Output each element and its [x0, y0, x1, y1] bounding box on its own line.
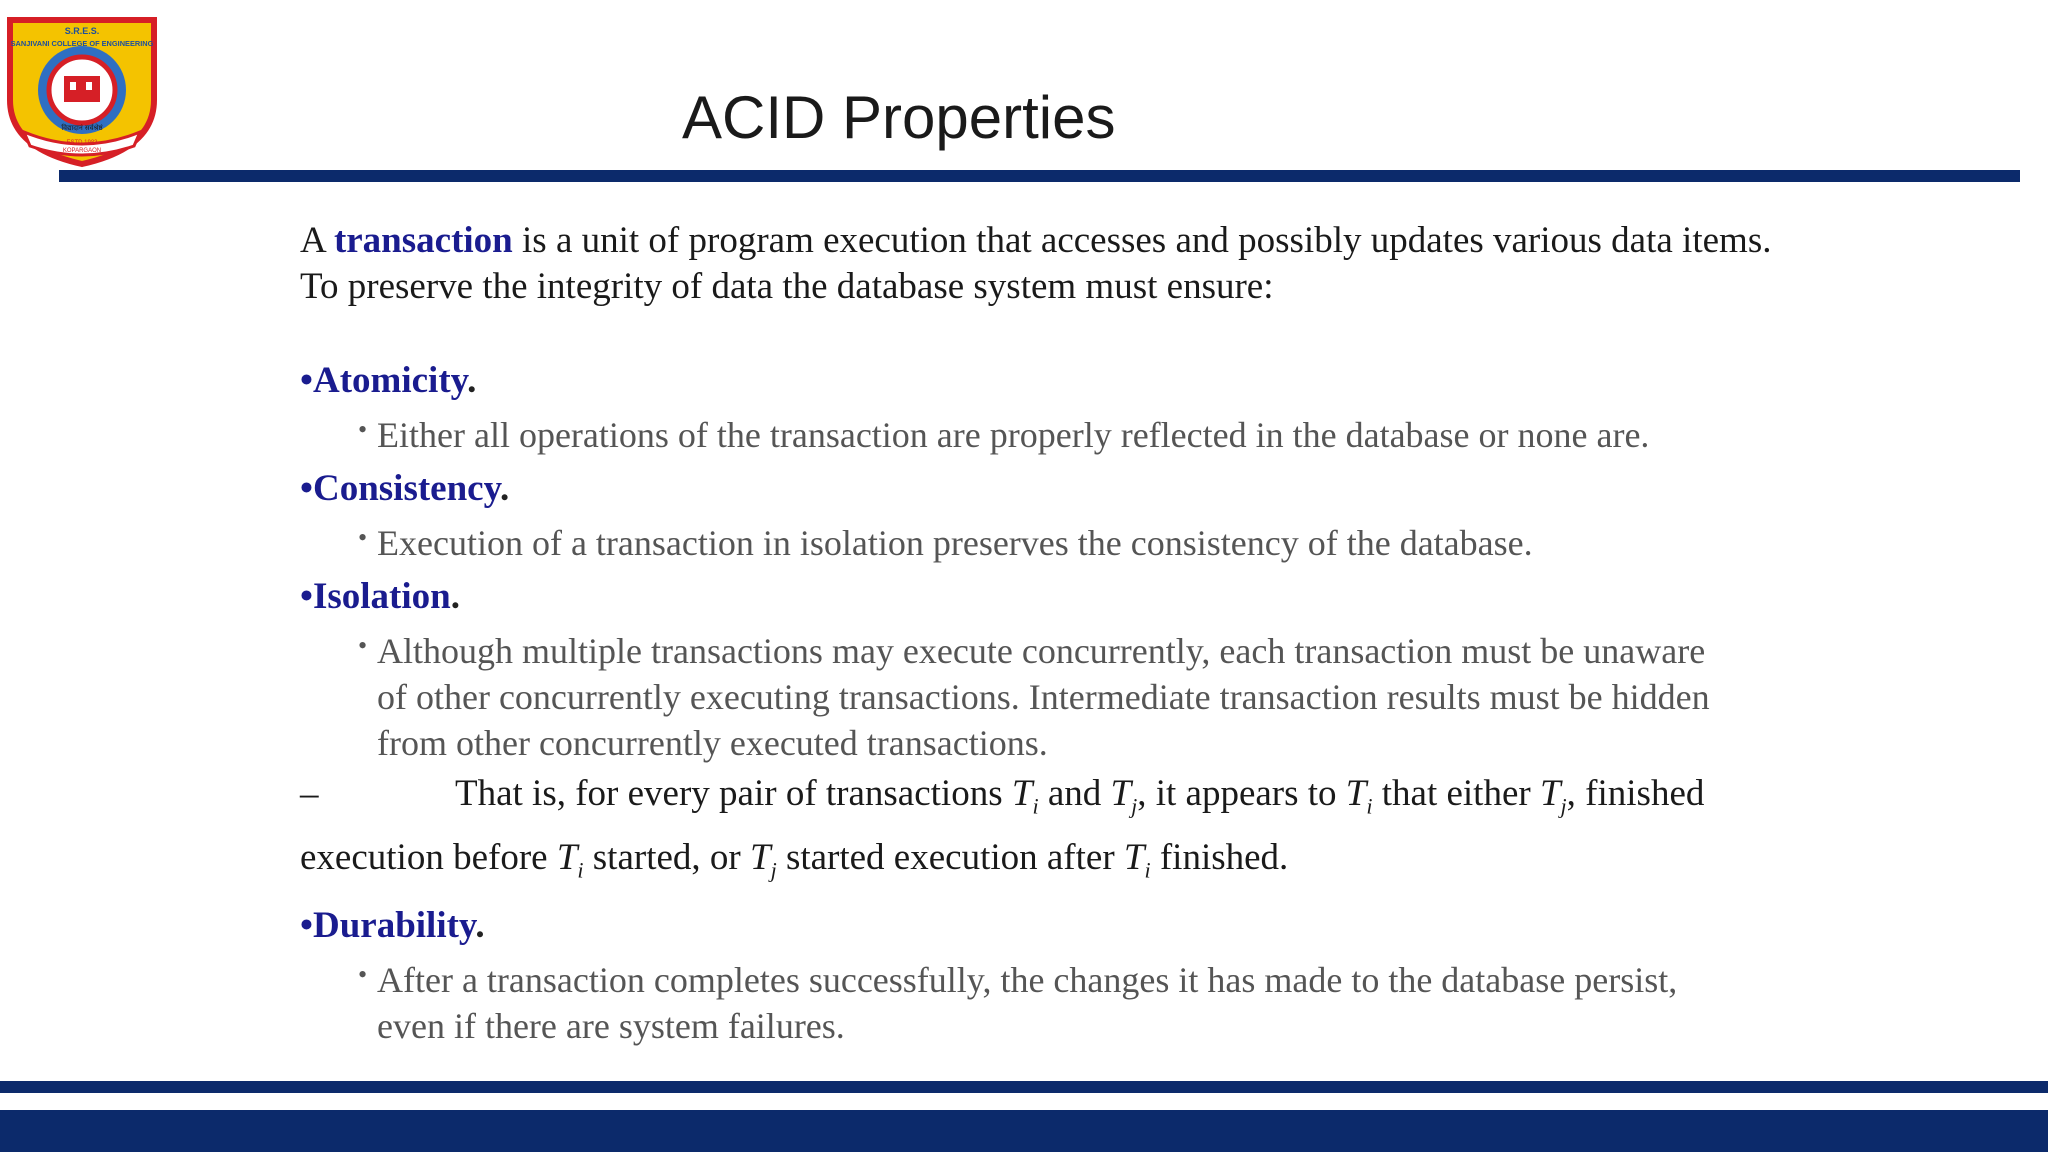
- property-heading-isolation: •Isolation.: [300, 576, 460, 617]
- logo-motto: विद्यादानं सर्वश्रेष्ठं: [61, 124, 103, 132]
- property-heading-atomicity: •Atomicity.: [300, 360, 477, 401]
- property-desc-consistency: • Execution of a transaction in isolation preserves the consistency of the database.: [358, 523, 1533, 563]
- intro-paragraph: A transaction is a unit of program execution that accesses and possibly updates various data items. To preserve the integrity of data the database system must ensure:: [300, 220, 1772, 307]
- footer-band: [0, 1110, 2048, 1152]
- isolation-note: – That is, for every pair of transactions $T_i$ and $T_j$, it appears to $T_i$ that either $T_j$, finished execution before $T_i$ started, or $T_j$ started execution after $T_i$ finished.: [300, 773, 1705, 883]
- footer-rule-thin: [0, 1081, 2048, 1093]
- property-desc-durability: • After a transaction completes successfully, the changes it has made to the database persist, even if there are system failures.: [358, 959, 1678, 1046]
- college-logo: [2, 8, 162, 168]
- property-heading-durability: •Durability.: [300, 904, 485, 946]
- logo-building-icon: [64, 76, 100, 102]
- logo-org-short: S.R.E.S.: [64, 26, 100, 36]
- title-divider: [59, 170, 2020, 182]
- keyword-transaction: transaction: [333, 220, 513, 261]
- property-desc-isolation: • Although multiple transactions may execute concurrently, each transaction must be unaware of other concurrently executing transactions. Intermediate transaction results must be hidden from other concurrently executed transactions.: [358, 631, 1710, 763]
- slide-body: [300, 218, 1780, 1049]
- slide-title: ACID Properties: [682, 84, 1116, 151]
- logo-college-name: SANJIVANI COLLEGE OF ENGINEERING: [10, 39, 154, 48]
- logo-place: KOPARGAON: [62, 148, 102, 154]
- logo-estd: ESTD.1983: [66, 140, 98, 146]
- property-desc-atomicity: • Either all operations of the transaction are properly reflected in the database or none are.: [358, 415, 1650, 455]
- property-heading-consistency: •Consistency.: [300, 468, 510, 509]
